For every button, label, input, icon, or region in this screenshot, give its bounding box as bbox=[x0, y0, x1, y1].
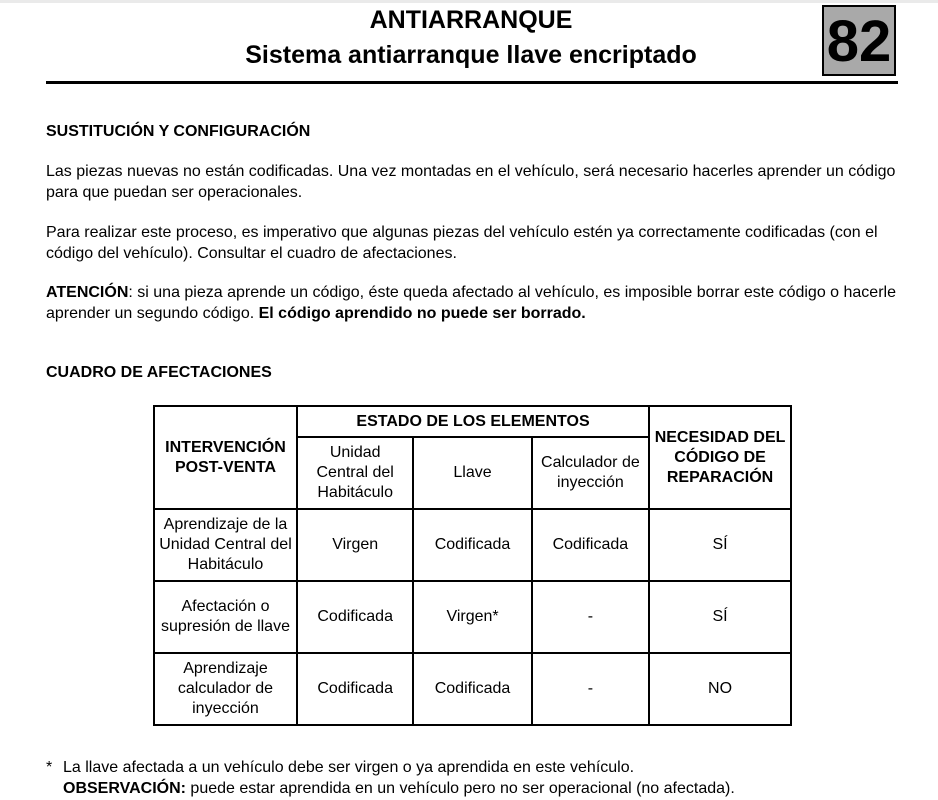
cell-calculador: - bbox=[532, 653, 649, 725]
table-row bbox=[154, 581, 791, 653]
cell-llave: Codificada bbox=[413, 509, 531, 581]
cell-necesidad: SÍ bbox=[649, 581, 791, 653]
section-heading-cuadro: CUADRO DE AFECTACIONES bbox=[46, 364, 272, 381]
top-border-line bbox=[0, 0, 938, 3]
table-row bbox=[154, 653, 791, 725]
cell-llave: Virgen* bbox=[413, 581, 531, 653]
subheader-calculador: Calculador de inyección bbox=[532, 437, 649, 509]
subheader-unidad-central: Unidad Central del Habitáculo bbox=[297, 437, 413, 509]
paragraph-proceso: Para realizar este proceso, es imperativo que algunas piezas del vehículo estén ya correctamente codificadas (con el código del vehículo). Consultar el cuadro de afectaciones. bbox=[46, 224, 878, 262]
cell-intervention: Afectación o supresión de llave bbox=[154, 581, 297, 653]
header-necesidad: NECESIDAD DEL CÓDIGO DE REPARACIÓN bbox=[649, 406, 791, 509]
header-estado-elementos: ESTADO DE LOS ELEMENTOS bbox=[297, 406, 649, 437]
cell-calculador: - bbox=[532, 581, 649, 653]
page-title: ANTIARRANQUE bbox=[369, 6, 573, 34]
cell-calculador: Codificada bbox=[532, 509, 649, 581]
table-row bbox=[154, 509, 791, 581]
cell-intervention: Aprendizaje de la Unidad Central del Habitáculo bbox=[154, 509, 297, 581]
page-subtitle: Sistema antiarranque llave encriptado bbox=[245, 41, 697, 69]
footnote-text: La llave afectada a un vehículo debe ser virgen o ya aprendida en este vehículo. bbox=[63, 759, 635, 776]
observacion-label: OBSERVACIÓN: bbox=[63, 780, 186, 797]
chapter-number-badge: 82 bbox=[822, 5, 896, 76]
footnote bbox=[46, 757, 926, 799]
cell-uch: Codificada bbox=[297, 653, 413, 725]
footnote-asterisk: * bbox=[46, 759, 53, 776]
observacion-text: puede estar aprendida en un vehículo pero no ser operacional (no afectada). bbox=[185, 780, 735, 797]
attention-note bbox=[46, 282, 906, 324]
attention-label: ATENCIÓN bbox=[46, 284, 129, 301]
cell-llave: Codificada bbox=[413, 653, 531, 725]
attention-bold-text: El código aprendido no puede ser borrado. bbox=[258, 305, 586, 322]
cell-intervention: Aprendizaje calculador de inyección bbox=[154, 653, 297, 725]
cell-necesidad: SÍ bbox=[649, 509, 791, 581]
header-divider bbox=[46, 81, 898, 84]
subheader-llave: Llave bbox=[413, 437, 531, 509]
afectaciones-table bbox=[153, 405, 792, 726]
header-intervencion: INTERVENCIÓN POST-VENTA bbox=[154, 406, 297, 509]
cell-uch: Virgen bbox=[297, 509, 413, 581]
paragraph-piezas-nuevas: Las piezas nuevas no están codificadas. Una vez montadas en el vehículo, será necesario hacerles aprender un código para que puedan ser operacionales. bbox=[46, 163, 896, 201]
attention-text: : si una pieza aprende un código, éste queda afectado al vehículo, es imposible borrar este código o hacerle aprender un segundo código. bbox=[46, 284, 896, 322]
cell-necesidad: NO bbox=[649, 653, 791, 725]
cell-uch: Codificada bbox=[297, 581, 413, 653]
section-heading-sustitucion: SUSTITUCIÓN Y CONFIGURACIÓN bbox=[46, 123, 311, 140]
